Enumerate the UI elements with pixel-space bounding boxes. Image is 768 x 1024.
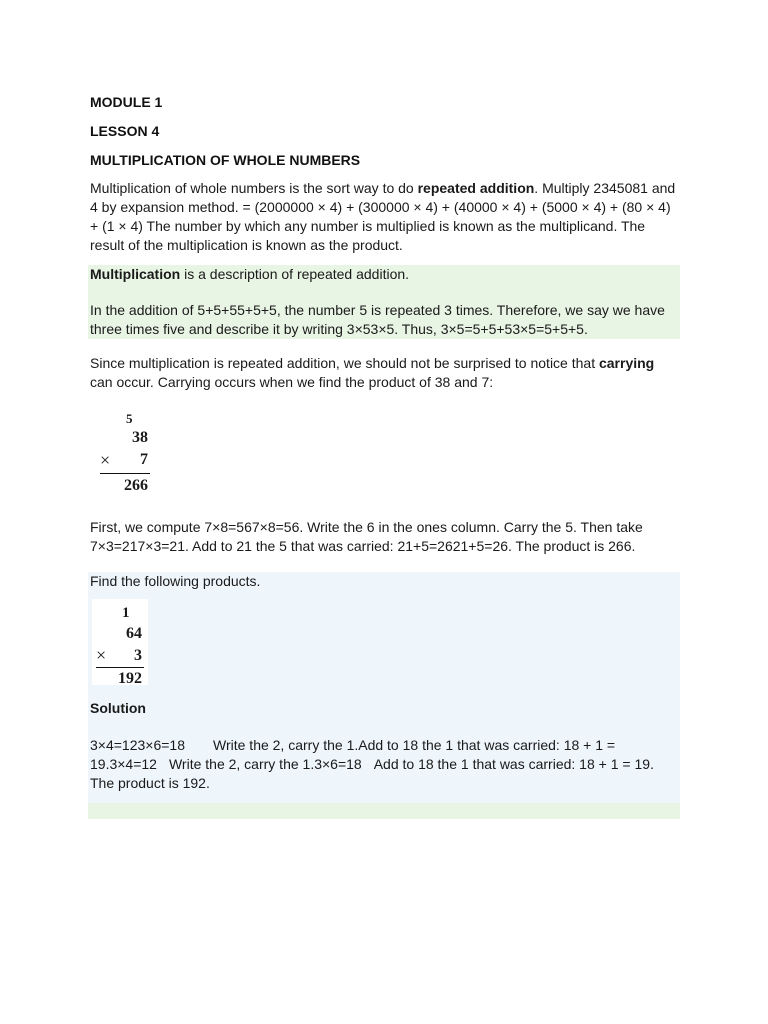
figure-carry-digit: 5: [126, 411, 133, 426]
intro-text-2: . Multiply 2345081 and 4 by expansion method. = (2000000 × 4) + (300000 × 4) + (40000 × 4) + (5000 × 4) + (80 × 4) + (1 × 4) The number by which any number is multiplied is known as the multiplicand. The result of the multiplication is known as the product.: [90, 180, 676, 253]
figure-multiplicand: 38: [132, 429, 148, 446]
figure-multiplicand: 64: [126, 625, 142, 642]
definition-box: [88, 265, 680, 339]
definition-example: In the addition of 5+5+55+5+5, the number 5 is repeated 3 times. Therefore, we say we have three times five and describe it by writing 3×53×5. Thus, 3×5=5+5+53×5=5+5+5.: [90, 302, 665, 337]
carrying-paragraph: [90, 354, 678, 392]
intro-paragraph: [90, 179, 678, 255]
figure-times-sign: ×: [100, 450, 111, 470]
figure-rule-line: [96, 667, 144, 668]
solution-part-b: Write the 2, carry the 1.Add to 18 the 1 that was carried: 18 + 1 = 19.3×4=12: [90, 737, 616, 772]
figure-multiplier: 7: [140, 451, 148, 468]
figure-rule-line: [100, 473, 150, 474]
figure-multiplier: 3: [134, 647, 142, 664]
carrying-bold-term: carrying: [598, 355, 655, 371]
intro-text-1: Multiplication of whole numbers is the sort way to do: [90, 180, 418, 196]
solution-part-a: 3×4=123×6=18: [90, 737, 185, 753]
multiplication-figure-38x7: [94, 409, 154, 501]
solution-part-c: Write the 2, carry the 1.3×6=18: [168, 756, 362, 772]
definition-bold-term: Multiplication: [90, 266, 181, 282]
multiplication-figure-64x3: [92, 599, 148, 685]
module-heading: MODULE 1: [90, 94, 163, 110]
carrying-text-2: can occur. Carrying occurs when we find the product of 38 and 7:: [90, 374, 494, 390]
figure-product: 192: [118, 670, 142, 687]
figure-carry-digit: 1: [122, 605, 130, 621]
bottom-strip: [88, 803, 680, 819]
definition-text: is a description of repeated addition.: [180, 266, 410, 282]
lesson-content: [90, 94, 678, 819]
definition-paragraph: [90, 265, 678, 301]
lesson-title: MULTIPLICATION OF WHOLE NUMBERS: [90, 152, 361, 168]
solution-text: [90, 736, 678, 793]
solution-part-d: Add to 18 the 1 that was carried: 18 + 1 = 19. The product is 192.: [90, 756, 654, 791]
carrying-text-1: Since multiplication is repeated addition, we should not be surprised to notice that: [90, 355, 599, 371]
explanation-paragraph: First, we compute 7×8=567×8=56. Write the 6 in the ones column. Carry the 5. Then take 7×3=217×3=21. Add to 21 the 5 that was carried: 21+5=2621+5=26. The product is 266.: [90, 519, 643, 554]
lesson-heading: LESSON 4: [90, 123, 160, 139]
exercise-box: [88, 572, 680, 803]
figure-product: 266: [124, 477, 148, 494]
intro-bold-term: repeated addition: [417, 180, 535, 196]
solution-heading: Solution: [90, 700, 146, 716]
exercise-prompt: Find the following products.: [90, 573, 261, 589]
figure-times-sign: ×: [96, 645, 107, 665]
